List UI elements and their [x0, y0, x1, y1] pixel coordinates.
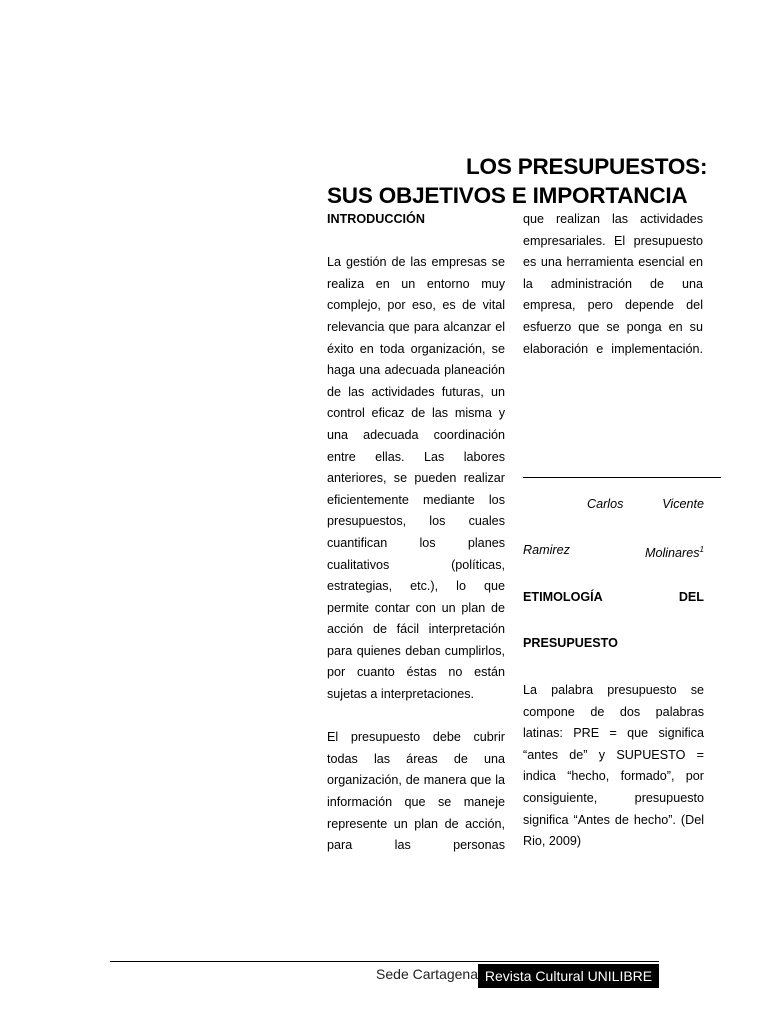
author-surname-2-wrapper — [645, 541, 704, 562]
introduction-heading: INTRODUCCIÓN — [327, 212, 425, 226]
right-column-paragraph-1: que realizan las actividades empresariales. El presupuesto es una herramienta esencial en la administración de una empresa, pero depende del esfuerzo que se ponga en su elaboración e implementación. — [523, 212, 703, 356]
etymology-heading-word-1: ETIMOLOGÍA — [523, 590, 603, 604]
footnote-marker: 1 — [699, 545, 704, 554]
author-surname-2: Molinares — [644, 546, 700, 561]
etymology-heading-word-2: DEL — [678, 590, 704, 604]
etymology-heading-line-2: PRESUPUESTO — [523, 636, 618, 650]
etymology-paragraph — [523, 680, 704, 853]
etymology-text: La palabra presupuesto se compone de dos palabras latinas: PRE = que significa “antes de” y SUPUESTO = indica “hecho, formado”, por consiguiente, presupuesto significa “Antes de hecho”. (Del Rio, 2009) — [523, 683, 704, 849]
footer-rule — [110, 961, 659, 962]
footer-campus: Sede Cartagena — [376, 966, 478, 982]
page-footer — [110, 964, 659, 988]
author-middle-name: Vicente — [662, 497, 704, 511]
article-title-line-1: LOS PRESUPUESTOS: — [466, 154, 708, 179]
introduction-paragraph-1: La gestión de las empresas se realiza en un entorno muy complejo, por eso, es de vital relevancia que para alcanzar el éxito en toda organización, se haga una adecuada planeación de las actividades futuras, un control eficaz de las misma y una adecuada coordinación entre ellas. Las labores anteriores, se pueden realizar eficientemente mediante los presupuestos, los cuales cuantifican los planes cualitativos (políticas, estrategias, etc.), lo que permite contar con un plan de acción de fácil interpretación para quienes deban cumplirlos, por cuanto éstas no están sujetas a interpretaciones. — [327, 255, 505, 702]
article-title-line-2: SUS OBJETIVOS E IMPORTANCIA — [327, 183, 688, 208]
introduction-paragraph-2: El presupuesto debe cubrir todas las áreas de una organización, de manera que la información que se maneje represente un plan de acción, para las personas — [327, 730, 505, 853]
left-column — [327, 209, 505, 857]
author-surname-1: Ramirez — [523, 543, 570, 557]
footer-journal-name: Revista Cultural UNILIBRE — [478, 964, 659, 988]
right-column — [523, 209, 703, 360]
author-first-name: Carlos — [587, 497, 624, 511]
footnote-separator — [523, 477, 721, 478]
